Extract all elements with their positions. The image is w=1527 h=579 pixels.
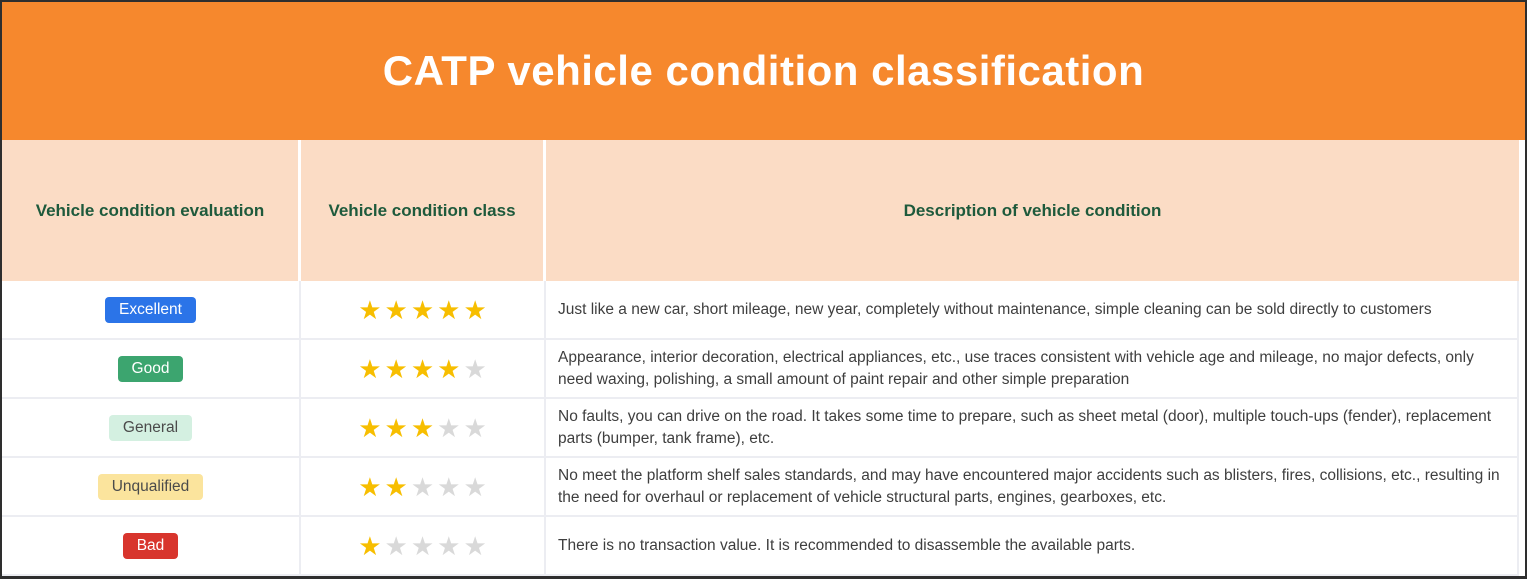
star-rating: [357, 412, 489, 443]
star-icon: ★: [410, 471, 435, 502]
evaluation-badge: Good: [118, 356, 184, 382]
column-header-class: Vehicle condition class: [301, 140, 543, 281]
column-header-evaluation: Vehicle condition evaluation: [2, 140, 298, 281]
evaluation-badge: Bad: [123, 533, 179, 559]
star-icon: ★: [437, 471, 461, 502]
star-rating: [357, 471, 489, 502]
star-icon: ★: [384, 412, 408, 443]
star-icon: ★: [463, 530, 487, 561]
star-icon: ★: [358, 412, 382, 443]
star-icon: ★: [463, 294, 487, 325]
star-icon: ★: [437, 530, 461, 561]
star-icon: ★: [437, 294, 461, 325]
page-title: CATP vehicle condition classification: [382, 47, 1145, 94]
star-rating-cell: [301, 517, 546, 574]
evaluation-cell: [2, 281, 301, 338]
table-row-excellent: [2, 281, 1519, 340]
star-icon: ★: [437, 353, 461, 384]
star-icon: ★: [358, 353, 382, 384]
evaluation-cell: [2, 458, 301, 515]
star-rating: [357, 353, 489, 384]
star-rating-cell: [301, 340, 546, 397]
evaluation-cell: [2, 399, 301, 456]
star-rating: [357, 294, 489, 325]
column-header-description: Description of vehicle condition: [546, 140, 1519, 281]
star-icon: ★: [384, 353, 408, 384]
evaluation-cell: [2, 517, 301, 574]
row-description: There is no transaction value. It is recommended to disassemble the available parts.: [546, 517, 1519, 574]
star-icon: ★: [358, 471, 382, 502]
row-description: No meet the platform shelf sales standards, and may have encountered major accidents such as blisters, fires, collisions, etc., resulting in the need for overhaul or replacement of vehicle structural parts, engines, gearboxes, etc.: [546, 458, 1519, 515]
table-row-general: [2, 399, 1519, 458]
evaluation-badge: Unqualified: [98, 474, 204, 500]
star-icon: ★: [384, 530, 408, 561]
evaluation-badge: Excellent: [105, 297, 196, 323]
table-row-good: [2, 340, 1519, 399]
star-rating-cell: [301, 399, 546, 456]
star-icon: ★: [384, 471, 408, 502]
title-banner: [2, 2, 1525, 140]
table-row-bad: [2, 517, 1519, 576]
row-description: Appearance, interior decoration, electrical appliances, etc., use traces consistent with vehicle age and mileage, no major defects, only need waxing, polishing, a small amount of paint repair and other simple preparation: [546, 340, 1519, 397]
classification-table: [2, 140, 1519, 576]
star-icon: ★: [463, 412, 487, 443]
star-icon: ★: [410, 530, 435, 561]
star-icon: ★: [463, 471, 487, 502]
star-icon: ★: [410, 353, 435, 384]
star-icon: ★: [437, 412, 461, 443]
star-icon: ★: [463, 353, 487, 384]
star-icon: ★: [358, 530, 382, 561]
star-icon: ★: [384, 294, 408, 325]
table-header-row: [2, 140, 1519, 281]
table-body: [2, 281, 1519, 576]
star-rating-cell: [301, 458, 546, 515]
star-rating: [357, 530, 489, 561]
star-icon: ★: [410, 294, 435, 325]
star-rating-cell: [301, 281, 546, 338]
star-icon: ★: [410, 412, 435, 443]
evaluation-badge: General: [109, 415, 192, 441]
row-description: No faults, you can drive on the road. It takes some time to prepare, such as sheet metal (door), multiple touch-ups (fender), replacement parts (bumper, tank frame), etc.: [546, 399, 1519, 456]
table-row-unqualified: [2, 458, 1519, 517]
star-icon: ★: [358, 294, 382, 325]
row-description: Just like a new car, short mileage, new year, completely without maintenance, simple cleaning can be sold directly to customers: [546, 281, 1519, 338]
evaluation-cell: [2, 340, 301, 397]
